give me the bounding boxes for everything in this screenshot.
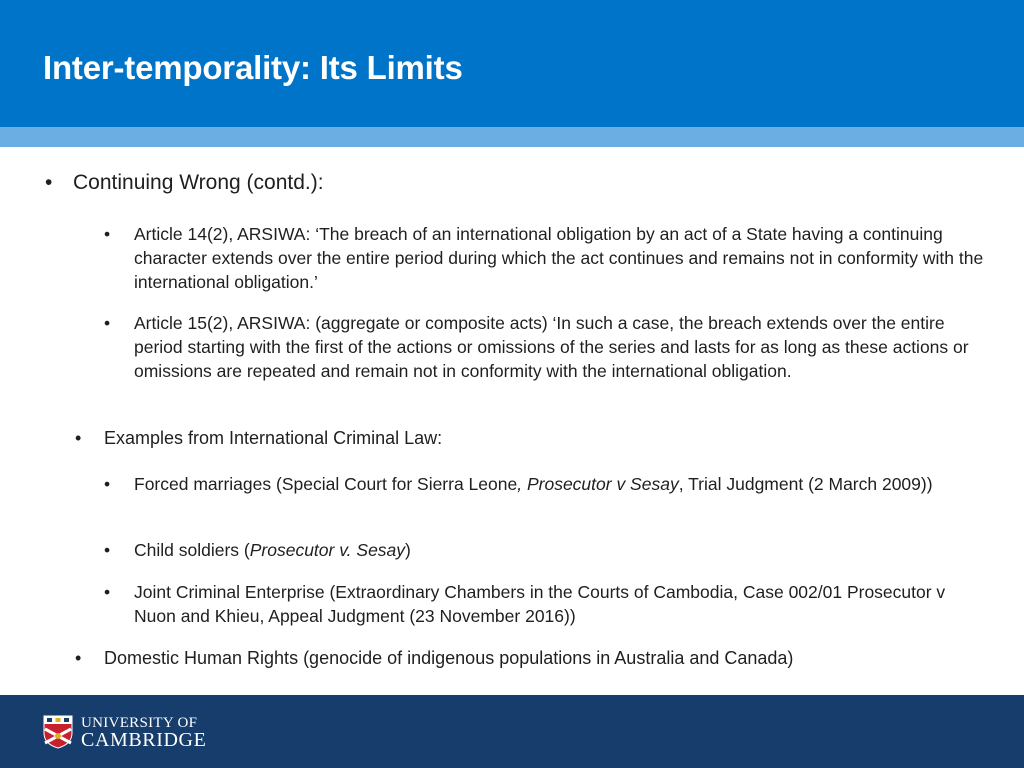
bullet-text-pre: Child soldiers ( bbox=[134, 540, 250, 560]
bullet-dot: • bbox=[104, 474, 111, 494]
slide-title: Inter-temporality: Its Limits bbox=[43, 49, 463, 86]
case-name: Prosecutor v. Sesay bbox=[249, 540, 406, 560]
bullet-text: Article 14(2), ARSIWA: ‘The breach of an international obligation by an act of a State having a continuing character extends over the entire period during which the act continues and remains not in conformity with the international obligation.’ bbox=[134, 224, 984, 292]
bullet-child-soldiers bbox=[104, 538, 984, 562]
bullet-dot: • bbox=[104, 540, 111, 560]
logo-line-2: CAMBRIDGE bbox=[81, 729, 207, 751]
bullet-article-14 bbox=[104, 222, 984, 294]
logo-line-1: UNIVERSITY OF bbox=[81, 715, 198, 731]
bullet-article-15 bbox=[104, 311, 984, 383]
university-logo bbox=[43, 715, 206, 749]
bullet-text: Joint Criminal Enterprise (Extraordinary Chambers in the Courts of Cambodia, Case 002/01 Prosecutor v Nuon and Khieu, Appeal Judgment (23 November 2016)) bbox=[134, 582, 946, 626]
cambridge-shield-icon bbox=[43, 715, 73, 749]
bullet-text: Continuing Wrong (contd.): bbox=[73, 171, 324, 194]
bullet-text: Domestic Human Rights (genocide of indigenous populations in Australia and Canada) bbox=[104, 648, 794, 668]
bullet-text: Article 15(2), ARSIWA: (aggregate or composite acts) ‘In such a case, the breach extends over the entire period starting with the first of the actions or omissions of the series and lasts for as long as these actions or omissions are repeated and remain not in conformity with the international obligation. bbox=[134, 313, 969, 381]
bullet-joint-criminal-enterprise bbox=[104, 580, 984, 628]
slide-footer bbox=[0, 695, 1024, 768]
bullet-dot: • bbox=[104, 582, 111, 602]
bullet-dot: • bbox=[75, 648, 82, 668]
bullet-dot: • bbox=[45, 171, 53, 194]
bullet-dot: • bbox=[75, 428, 82, 448]
bullet-icl-examples bbox=[75, 425, 443, 451]
case-name: , Prosecutor v Sesay bbox=[517, 474, 679, 494]
bullet-domestic-human-rights bbox=[75, 645, 794, 671]
bullet-text-post: , Trial Judgment (2 March 2009)) bbox=[678, 474, 933, 494]
bullet-text: Examples from International Criminal Law: bbox=[104, 428, 443, 448]
bullet-dot: • bbox=[104, 313, 111, 333]
bullet-text-pre: Forced marriages (Special Court for Sierra Leone bbox=[134, 474, 518, 494]
bullet-forced-marriages bbox=[104, 472, 984, 496]
bullet-dot: • bbox=[104, 224, 111, 244]
bullet-continuing-wrong bbox=[45, 170, 324, 196]
bullet-text-post: ) bbox=[405, 540, 411, 560]
